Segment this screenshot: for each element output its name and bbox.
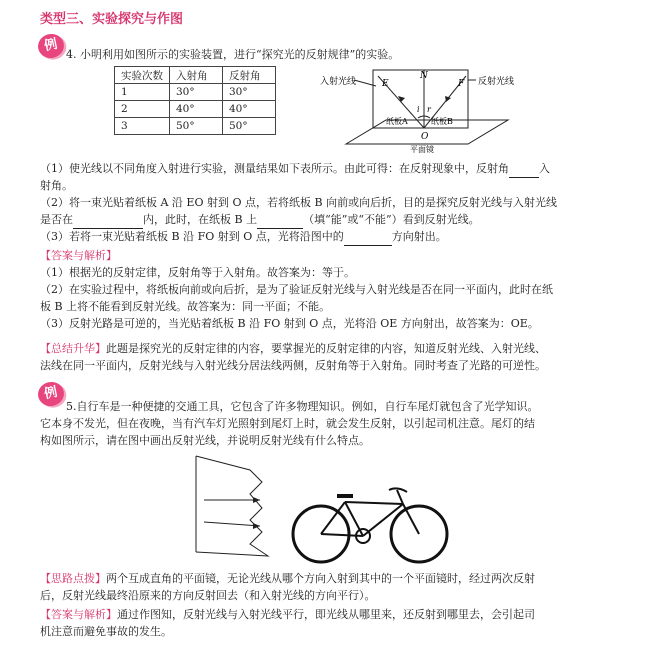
q4-sub2-line2 — [40, 211, 480, 229]
q5-line3: 构如图所示，请在图中画出反射光线，并说明反射光线有什么特点。 — [40, 434, 370, 447]
summary-tag: 【总结升华】 — [40, 342, 106, 355]
table-row — [115, 118, 276, 135]
angle-r-label: r — [427, 105, 431, 114]
reflector-outline — [196, 456, 268, 556]
table-cell: 3 — [115, 118, 170, 135]
answer-blank — [509, 160, 539, 178]
ray-arrow-2 — [253, 523, 260, 529]
q4-sub1-text-b: 入 — [539, 162, 550, 175]
q4-answer-1: （1）根据光的反射定律，反射角等于入射角。故答案为：等于。 — [40, 266, 355, 279]
answer-blank — [344, 228, 392, 246]
q5-answer — [40, 606, 535, 623]
table-cell: 50° — [223, 118, 276, 135]
point-o-label: O — [421, 132, 429, 142]
top-tube — [345, 502, 403, 504]
example-badge: 例 — [36, 32, 66, 61]
table-cell: 30° — [223, 84, 276, 101]
q4-sub3 — [40, 228, 447, 246]
q4-summary — [40, 340, 546, 357]
point-e-label: E — [382, 79, 389, 89]
q4-answer-2: （2）在实验过程中，将纸板向前或向后折，是为了验证反射光线与入射光线是否在同一平面内，此时在纸 — [40, 283, 553, 296]
q4-summary-line2: 法线在同一平面内，反射光线与入射光线分居法线两侧，反射角等于入射角。同时考查了光路的可逆性。 — [40, 359, 546, 372]
point-f-label: F — [458, 79, 465, 89]
hint-tag: 【思路点拨】 — [40, 572, 106, 585]
reflected-ray-label: 反射光线 — [478, 77, 515, 87]
q5-hint-line2: 后，反射光线最终沿原来的方向反射回去（和入射光线的方向平行）。 — [40, 589, 376, 602]
q4-sub2-text-d: （填“能”或“不能”）看到反射光线。 — [303, 213, 480, 226]
q5-line2: 它本身不发光，但在夜晚，当有汽车灯光照射到尾灯上时，就会发生反射，以引起司机注意。尾灯的结 — [40, 417, 535, 430]
q4-answer-3: （3）反射光路是可逆的，当光贴着纸板 B 沿 FO 射到 O 点，光将沿 OE 方向射出，故答案为：OE。 — [40, 317, 539, 330]
q5-answer-text-a: 通过作图知，反射光线与入射光线平行，即光线从哪里来，还反射到哪里去，会引起司 — [117, 608, 535, 621]
q4-sub1-text-a: （1）使光线以不同角度入射进行实验，测量结果如下表所示。由此可得：在反射现象中，反射角 — [40, 162, 509, 175]
table-cell: 1 — [115, 84, 170, 101]
board-a-label: 纸板A — [386, 117, 408, 126]
table-cell: 40° — [170, 101, 223, 118]
example-badge: 例 — [36, 380, 66, 409]
angle-i-label: i — [417, 105, 420, 114]
section-title: 类型三、实验探究与作图 — [40, 12, 184, 27]
incident-ray-label: 入射光线 — [320, 77, 357, 87]
table-header-cell: 实验次数 — [115, 67, 170, 84]
q5-answer-tag: 【答案与解析】 — [40, 608, 117, 621]
q4-sub3-text-a: （3）若将一束光贴着纸板 B 沿 FO 射到 O 点，光将沿图中的 — [40, 230, 344, 243]
light-ray-2 — [204, 522, 260, 526]
q4-sub2: （2）将一束光贴着纸板 A 沿 EO 射到 O 点，若将纸板 B 向前或向后折，目的是探究反射光线与入射光线 — [40, 196, 558, 209]
table-row — [115, 84, 276, 101]
table-row — [115, 101, 276, 118]
experiment-table — [114, 66, 276, 135]
q4-sub1 — [40, 160, 550, 178]
q5-line1: 5.自行车是一种便捷的交通工具，它包含了许多物理知识。例如，自行车尾灯就包含了光学知识。 — [66, 400, 539, 413]
mirror-label: 平面镜 — [410, 145, 434, 154]
table-header-cell: 反射角 — [223, 67, 276, 84]
answer-blank — [257, 211, 303, 229]
reflected-arrow — [445, 96, 451, 102]
incident-arrow — [398, 96, 405, 102]
table-cell: 50° — [170, 118, 223, 135]
summary-text-a: 此题是探究光的反射定律的内容，要掌握光的反射定律的内容，知道反射光线、入射光线、 — [106, 342, 546, 355]
q4-sub3-text-b: 方向射出。 — [391, 230, 447, 243]
q4-sub1-line2: 射角。 — [40, 179, 73, 192]
q5-answer-line2: 机注意而避免事故的发生。 — [40, 625, 172, 638]
point-n-label: N — [420, 71, 428, 81]
table-cell: 2 — [115, 101, 170, 118]
tail-light-figure — [190, 452, 290, 562]
handle-stem — [397, 490, 403, 504]
hint-text-a: 两个互成直角的平面镜，无论光线从哪个方向入射到其中的一个平面镜时，经过两次反射 — [106, 572, 535, 585]
table-cell: 30° — [170, 84, 223, 101]
q4-sub2-text-c: 内，此时，在纸板 B 上 — [143, 213, 258, 226]
answer-blank — [73, 211, 143, 229]
q4-answer-tag: 【答案与解析】 — [40, 249, 117, 262]
table-header-cell: 入射角 — [170, 67, 223, 84]
bicycle-illustration — [285, 484, 455, 566]
q4-answer-2-line2: 板 B 上将不能看到反射光线。故答案为：同一平面；不能。 — [40, 300, 331, 313]
board-b-label: 纸板B — [431, 117, 453, 126]
q4-sub2-text-b: 是否在 — [40, 213, 73, 226]
q5-hint — [40, 570, 535, 587]
reflection-apparatus-figure — [318, 62, 548, 154]
table-cell: 40° — [223, 101, 276, 118]
table-header-row — [115, 67, 276, 84]
q4-stem: 4. 小明利用如图所示的实验装置，进行“探究光的反射规律”的实验。 — [66, 48, 400, 61]
